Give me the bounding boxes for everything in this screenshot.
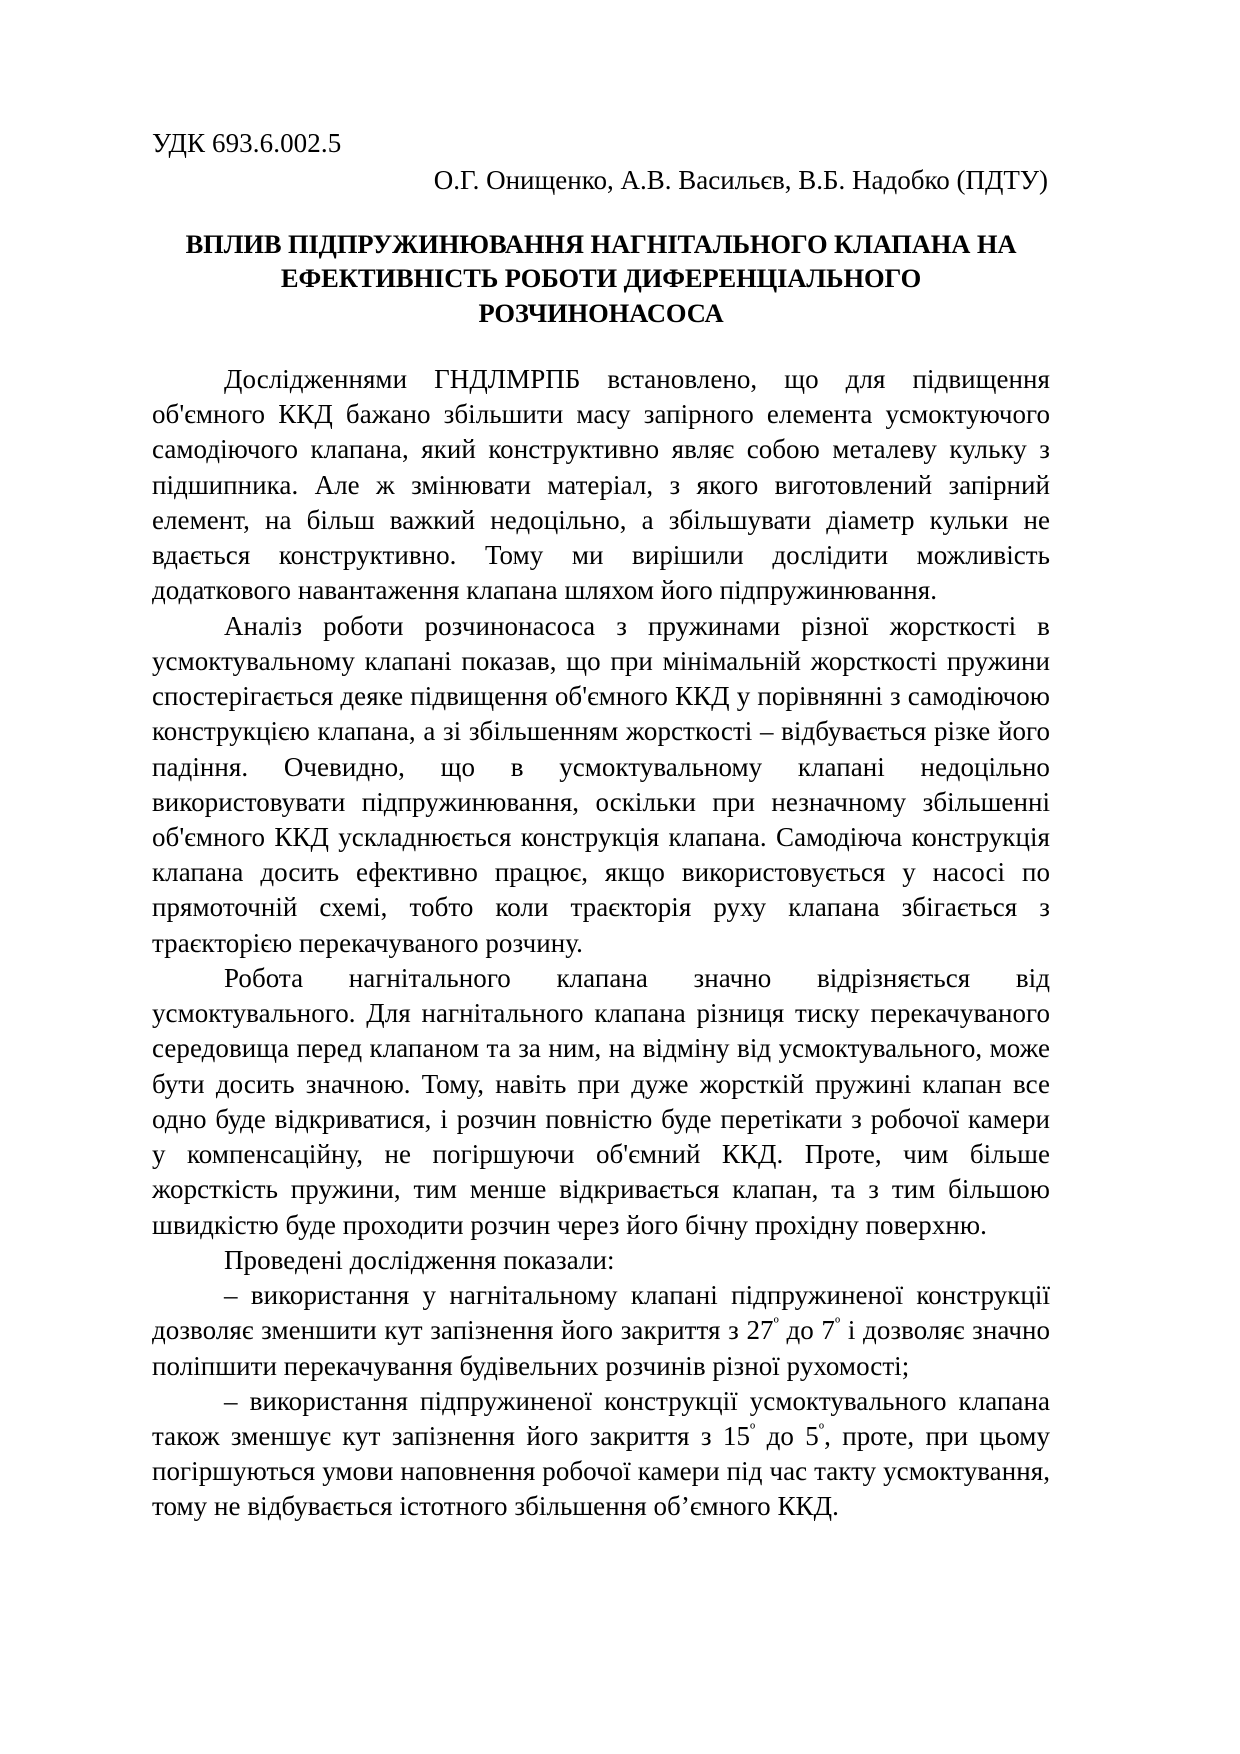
- finding-2-mid: до: [755, 1420, 806, 1451]
- paragraph-2: Аналіз роботи розчинонасоса з пружинами різної жорсткості в усмоктувальному клапані показав, що при мінімальній жорсткості пружини спостерігається деяке підвищення об'ємного ККД у порівнянні з самодіючою конструкцією клапана, а зі збільшенням жорсткості – відбувається різке його падіння. Очевидно, що в усмоктувальному клапані недоцільно використовувати підпружинювання, оскільки при незначному збільшенні об'ємного ККД ускладнюється конструкція клапана. Самодіюча конструкція клапана досить ефективно працює, якщо використовується у насосі по прямоточній схемі, тобто коли траєкторія руху клапана збігається з траєкторією перекачуваного розчину.: [152, 610, 1050, 958]
- finding-1-value-from: 27: [746, 1315, 774, 1346]
- paragraph-4: Проведені дослідження показали:: [224, 1244, 615, 1275]
- title-line-1: ВПЛИВ ПІДПРУЖИНЮВАННЯ НАГНІТАЛЬНОГО КЛАПАНА НА: [185, 228, 1017, 259]
- degree-symbol: º: [834, 1314, 841, 1334]
- udk-code: УДК 693.6.002.5: [152, 128, 342, 158]
- paragraph-3: Робота нагнітального клапана значно відрізняється від усмоктувального. Для нагнітального клапана різниця тиску перекачуваного середовища перед клапаном та за ним, на відміну від усмоктувального, може бути досить значною. Тому, навіть при дуже жорсткій пружині клапан все одно буде відкриватися, і розчин повністю буде перетікати з робочої камери у компенсаційну, не погіршуючи об'ємний ККД. Проте, чим більше жорсткість пружини, тим менше відкривається клапан, та з тим більшою швидкістю буде проходити розчин через його бічну прохідну поверхню.: [152, 962, 1050, 1240]
- finding-2-value-to: 5: [805, 1420, 819, 1451]
- finding-1-mid: до: [778, 1315, 822, 1346]
- page-title: [152, 227, 1050, 330]
- degree-symbol: º: [773, 1314, 779, 1334]
- finding-1-value-to: 7: [821, 1315, 835, 1346]
- author-list: О.Г. Онищенко, А.В. Васильєв, В.Б. Надобко (ПДТУ): [433, 165, 1048, 196]
- title-line-3: РОЗЧИНОНАСОСА: [478, 297, 724, 328]
- finding-1-prefix: – використання у нагнітальному клапані підпружиненої конструкції дозволяє зменшити кут запізнення його закриття з: [152, 1280, 1050, 1346]
- finding-2-value-from: 15: [722, 1420, 751, 1451]
- degree-symbol: º: [818, 1419, 825, 1439]
- finding-2-suffix: , проте, при цьому погіршуються умови наповнення робочої камери під час такту усмоктування, тому не відбувається істотного збільшення об’ємного ККД.: [152, 1420, 1050, 1522]
- finding-2: [152, 1384, 1050, 1525]
- paragraph-1: Дослідженнями ГНДЛМРПБ встановлено, що для підвищення об'ємного ККД бажано збільшити масу запірного елемента усмоктуючого самодіючого клапана, який конструктивно являє собою металеву кульку з підшипника. Але ж змінювати матеріал, з якого виготовлений запірний елемент, на більш важкий недоцільно, а збільшувати діаметр кульки не вдається конструктивно. Тому ми вирішили дослідити можливість додаткового навантаження клапана шляхом його підпружинювання.: [152, 363, 1050, 606]
- finding-1: [152, 1278, 1050, 1384]
- finding-2-prefix: – використання підпружиненої конструкції усмоктувального клапана також зменшує кут запізнення його закриття з: [152, 1385, 1050, 1451]
- title-line-2: ЕФЕКТИВНІСТЬ РОБОТИ ДИФЕРЕНЦІАЛЬНОГО: [280, 263, 922, 294]
- document-content: [152, 128, 1050, 1525]
- finding-1-suffix: і дозволяє значно поліпшити перекачування будівельних розчинів різної рухомості;: [152, 1315, 1051, 1381]
- degree-symbol: º: [750, 1419, 756, 1439]
